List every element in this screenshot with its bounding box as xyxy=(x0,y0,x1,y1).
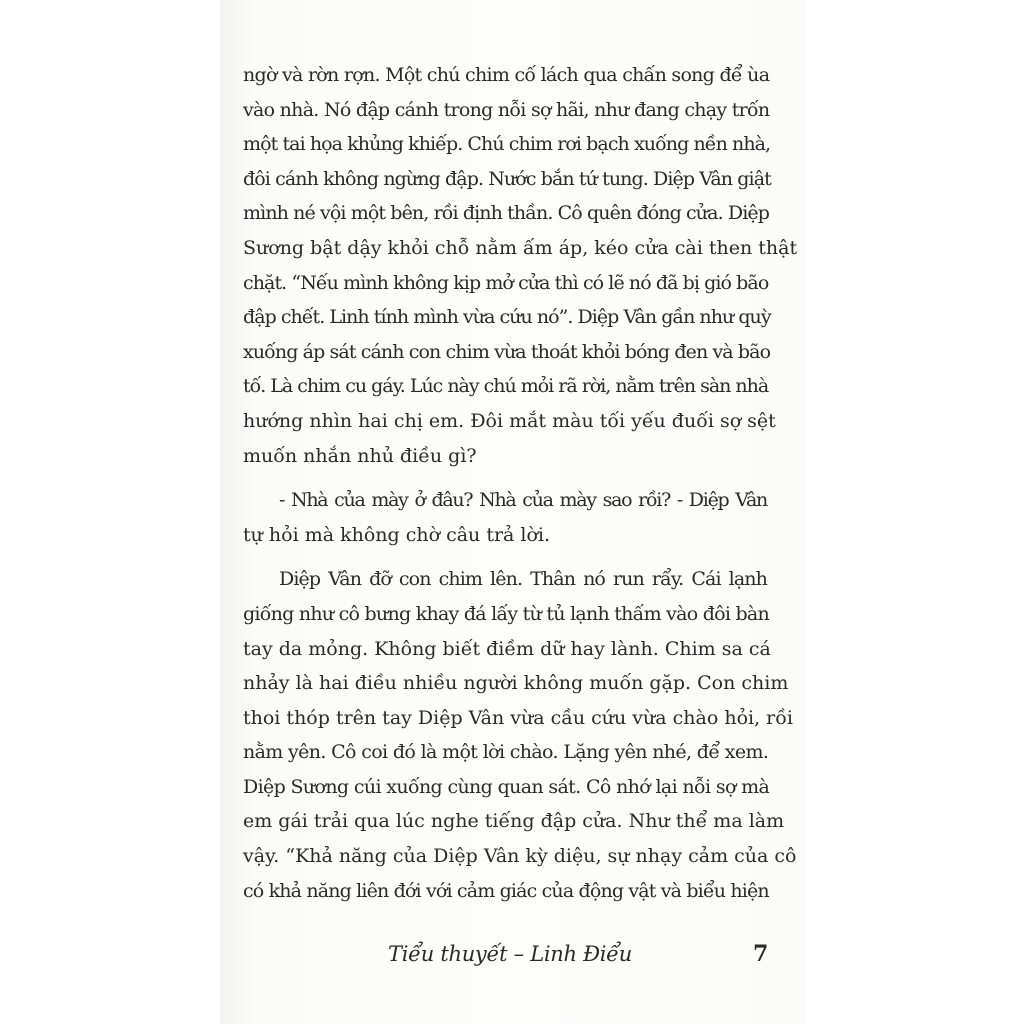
text-line: nhảy là hai điều nhiều người không muốn gặp. Con chim xyxy=(243,672,789,695)
text-line: thoi thóp trên tay Diệp Vân vừa cầu cứu vừa chào hỏi, rồi xyxy=(243,706,793,729)
text-line: tay da mỏng. Không biết điềm dữ hay lành. Chim sa cá xyxy=(243,637,771,660)
text-line: Diệp Sương cúi xuống cùng quan sát. Cô nhớ lại nỗi sợ mà xyxy=(243,775,770,798)
running-footer-title: Tiểu thuyết – Linh Điểu xyxy=(388,942,633,966)
text-line: - Nhà của mày ở đâu? Nhà của mày sao rồi? - Diệp Vân xyxy=(279,489,767,512)
text-line: hướng nhìn hai chị em. Đôi mắt màu tối yếu đuối sợ sệt xyxy=(243,409,776,432)
body-text xyxy=(243,58,798,908)
page-number: 7 xyxy=(753,941,769,967)
paragraph-3 xyxy=(243,562,797,908)
text-line: đôi cánh không ngừng đập. Nước bắn tứ tung. Diệp Vân giật xyxy=(243,167,771,190)
text-line: muốn nhắn nhủ điều gì? xyxy=(243,444,477,467)
text-line: tố. Là chim cu gáy. Lúc này chú mỏi rã rời, nằm trên sàn nhà xyxy=(243,375,769,398)
paragraph-1 xyxy=(243,58,798,473)
text-line: tự hỏi mà không chờ câu trả lời. xyxy=(243,523,551,546)
text-line: có khả năng liên đới với cảm giác của động vật và biểu hiện xyxy=(243,879,769,902)
text-line: vậy. “Khả năng của Diệp Vân kỳ diệu, sự nhạy cảm của cô xyxy=(243,845,797,868)
text-line: giống như cô bưng khay đá lấy từ tủ lạnh thấm vào đôi bàn xyxy=(243,602,770,625)
paragraph-2 xyxy=(243,483,767,552)
text-line: vào nhà. Nó đập cánh trong nỗi sợ hãi, như đang chạy trốn xyxy=(243,98,770,121)
text-line: đập chết. Linh tính mình vừa cứu nó”. Diệp Vân gần như quỳ xyxy=(243,306,771,329)
text-line: em gái trải qua lúc nghe tiếng đập cửa. Như thể ma làm xyxy=(243,810,785,833)
text-line: chặt. “Nếu mình không kịp mở cửa thì có lẽ nó đã bị gió bão xyxy=(243,271,769,294)
text-line: nằm yên. Cô coi đó là một lời chào. Lặng yên nhé, để xem. xyxy=(243,741,769,764)
text-line: một tai họa khủng khiếp. Chú chim rơi bạch xuống nền nhà, xyxy=(243,133,771,156)
text-line: Diệp Vân đỡ con chim lên. Thân nó run rẩy. Cái lạnh xyxy=(279,568,767,591)
text-line: mình né vội một bên, rồi định thần. Cô quên đóng cửa. Diệp xyxy=(243,202,770,225)
text-line: ngờ và rờn rợn. Một chú chim cố lách qua chấn song để ùa xyxy=(243,64,770,86)
text-line: Sương bật dậy khỏi chỗ nằm ấm áp, kéo cửa cài then thật xyxy=(243,236,798,259)
text-line: xuống áp sát cánh con chim vừa thoát khỏi bóng đen và bão xyxy=(243,340,771,363)
